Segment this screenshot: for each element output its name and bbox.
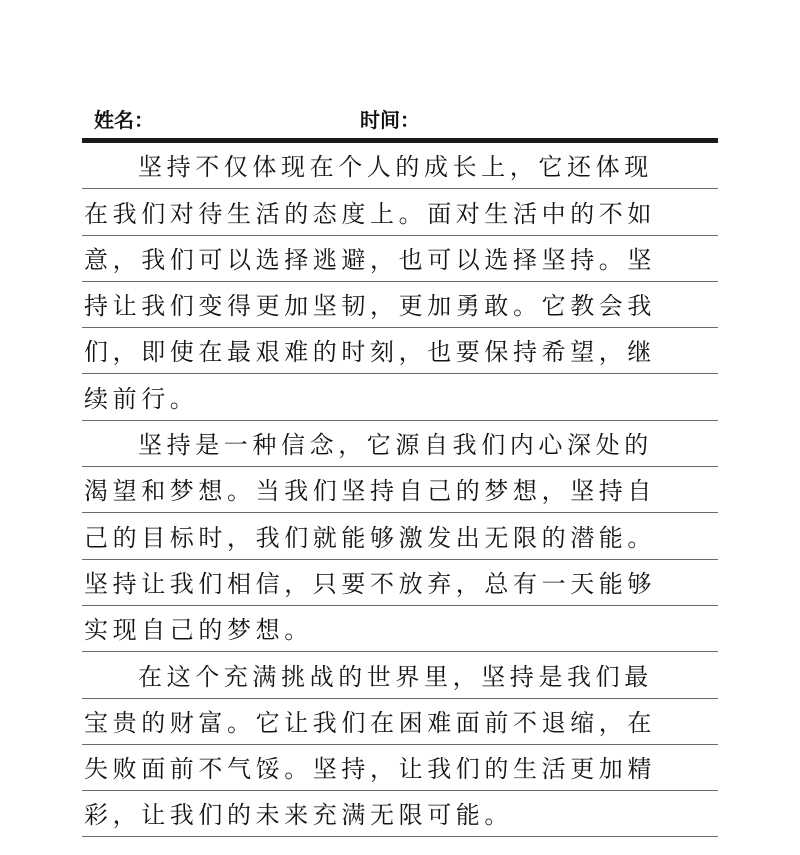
line-text: 宝贵的财富。它让我们在困难面前不退缩，在 — [84, 708, 656, 737]
name-label: 姓名： — [94, 108, 154, 132]
text-line — [82, 143, 718, 189]
line-text: 坚持不仅体现在个人的成长上，它还体现 — [138, 153, 653, 182]
line-text: 在我们对待生活的态度上。面对生活中的不如 — [84, 199, 656, 228]
line-text: 在这个充满挑战的世界里，坚持是我们最 — [138, 662, 653, 691]
text-line — [82, 374, 718, 420]
text-line — [82, 189, 718, 235]
line-text: 彩，让我们的未来充满无限可能。 — [84, 801, 513, 830]
line-text: 意，我们可以选择逃避，也可以选择坚持。坚 — [84, 245, 656, 274]
line-text: 失败面前不气馁。坚持，让我们的生活更加精 — [84, 755, 656, 784]
text-line — [82, 745, 718, 791]
text-line — [82, 421, 718, 467]
text-line — [82, 236, 718, 282]
ruled-writing-area — [82, 143, 718, 837]
text-line — [82, 606, 718, 652]
line-text: 们，即使在最艰难的时刻，也要保持希望，继 — [84, 338, 656, 367]
text-line — [82, 513, 718, 559]
text-line — [82, 467, 718, 513]
text-line — [82, 328, 718, 374]
line-text: 坚持让我们相信，只要不放弃，总有一天能够 — [84, 569, 656, 598]
text-line — [82, 699, 718, 745]
line-text: 持让我们变得更加坚韧，更加勇敢。它教会我 — [84, 292, 656, 321]
text-line — [82, 282, 718, 328]
worksheet-header — [94, 104, 714, 132]
text-line — [82, 560, 718, 606]
text-line — [82, 791, 718, 837]
line-text: 坚持是一种信念，它源自我们内心深处的 — [138, 431, 653, 460]
line-text: 续前行。 — [84, 384, 199, 413]
time-label: 时间： — [360, 108, 420, 132]
line-text: 己的目标时，我们就能够激发出无限的潜能。 — [84, 523, 656, 552]
text-line — [82, 652, 718, 698]
line-text: 实现自己的梦想。 — [84, 616, 313, 645]
line-text: 渴望和梦想。当我们坚持自己的梦想，坚持自 — [84, 477, 656, 506]
